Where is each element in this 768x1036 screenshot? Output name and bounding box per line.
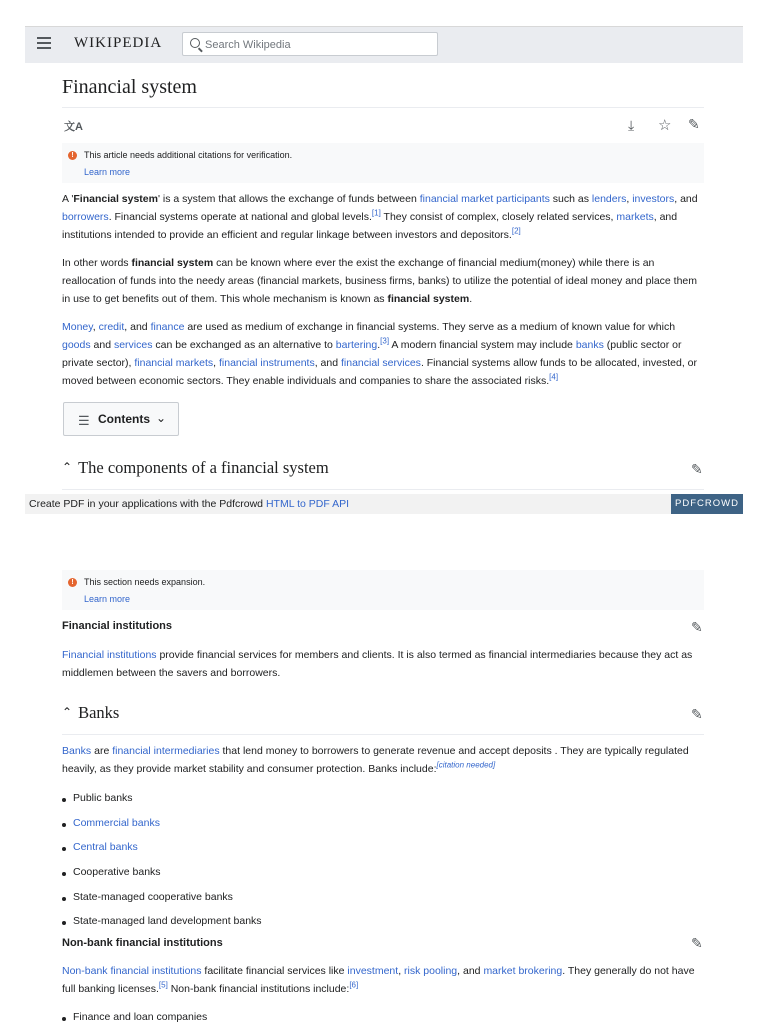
link-financial-instruments[interactable]: financial instruments [218, 357, 315, 369]
link-financial-markets[interactable]: financial markets [134, 357, 214, 369]
star-icon[interactable]: ☆ [658, 117, 672, 134]
banks-paragraph [62, 742, 704, 778]
wikipedia-logo[interactable]: WIKIPEDIA [74, 35, 163, 51]
download-icon[interactable]: ⤓ [628, 117, 635, 133]
link-banks[interactable]: Banks [62, 745, 92, 757]
bold-term: Financial system [73, 193, 158, 205]
link-investment[interactable]: investment [347, 965, 399, 977]
text: , [92, 321, 99, 333]
text: are [91, 745, 113, 757]
link-financial-market-participants[interactable]: financial market participants [419, 193, 550, 205]
text: . They generally do not have full banking licenses. [62, 965, 695, 995]
list-icon: ☰ [78, 413, 90, 428]
text: , and [124, 321, 151, 333]
list-item [62, 1011, 207, 1036]
pdf-api-link[interactable]: HTML to PDF API [265, 498, 349, 510]
notice-message: This article needs additional citations for verification. [84, 150, 293, 160]
link-financial-institutions[interactable]: Financial institutions [62, 649, 157, 661]
intro-paragraph [62, 190, 704, 244]
text: that lend money to borrowers to generate revenue and accept deposits . They are typically regulated heavily, as they provide market stability and consumer protection. Banks include: [62, 745, 689, 775]
link-markets[interactable]: markets [616, 211, 654, 223]
divider [62, 107, 704, 108]
expansion-notice [62, 570, 704, 610]
list-item-label: Public banks [73, 792, 133, 804]
page-title: Financial system [62, 76, 197, 98]
link-borrowers[interactable]: borrowers [62, 211, 109, 223]
pdf-footer-bar [25, 494, 743, 514]
citation-link[interactable]: [6] [349, 980, 359, 990]
text: , [398, 965, 405, 977]
text: . [377, 339, 381, 351]
citation-needed-link[interactable]: [citation needed] [436, 760, 496, 770]
text: and [90, 339, 114, 351]
citation-link[interactable]: [4] [549, 372, 559, 382]
link-services[interactable]: services [113, 339, 153, 351]
text: (public sector or private sector), [62, 339, 682, 369]
link-market-brokering[interactable]: market brokering [483, 965, 563, 977]
list-item-label: State-managed cooperative banks [73, 890, 233, 903]
text: In other words [62, 257, 132, 269]
chevron-up-icon[interactable]: ⌃ [62, 460, 73, 474]
top-bar [25, 26, 743, 63]
list-item-label: State-managed land development banks [73, 915, 262, 928]
text: such as [549, 193, 592, 205]
list-item [62, 792, 262, 817]
chevron-down-icon: ⌄ [156, 411, 167, 425]
edit-icon[interactable]: ✎ [691, 461, 703, 477]
learn-more-link[interactable]: Learn more [84, 594, 131, 604]
citation-link[interactable]: [5] [158, 980, 168, 990]
text: Non-bank financial institutions include: [167, 983, 350, 995]
pdfcrowd-badge[interactable]: PDFCROWD [671, 494, 743, 514]
link-banks[interactable]: banks [575, 339, 604, 351]
text: . Financial systems operate at national and global levels. [108, 211, 372, 223]
learn-more-link[interactable]: Learn more [84, 167, 131, 177]
search-icon [190, 38, 200, 48]
text: A modern financial system may include [389, 339, 576, 351]
text: can be exchanged as an alternative to [152, 339, 336, 351]
subheading-non-bank-financial-institutions: Non-bank financial institutions [62, 937, 223, 949]
citation-link[interactable]: [2] [511, 226, 521, 236]
link-non-bank-financial-institutions[interactable]: Non-bank financial institutions [62, 965, 202, 977]
contents-label: Contents [98, 412, 150, 426]
paragraph-2 [62, 254, 704, 308]
notice-message: This section needs expansion. [84, 577, 206, 587]
section-title: Banks [78, 703, 120, 722]
text: , and [457, 965, 484, 977]
edit-icon[interactable]: ✎ [691, 619, 703, 635]
text: , [626, 193, 633, 205]
warning-icon: ! [68, 578, 77, 587]
search-box[interactable] [182, 32, 438, 56]
subheading-financial-institutions: Financial institutions [62, 620, 173, 632]
edit-icon[interactable]: ✎ [691, 935, 703, 951]
link-financial-intermediaries[interactable]: financial intermediaries [112, 745, 220, 757]
link-commercial-banks[interactable]: Commercial banks [73, 816, 160, 829]
link-investors[interactable]: investors [632, 193, 675, 205]
list-item[interactable] [62, 841, 262, 866]
chevron-up-icon[interactable]: ⌃ [62, 705, 73, 719]
text: provide financial services for members and clients. It is also termed as financial intermediaries because they act as middlemen between the savers and borrowers. [62, 649, 693, 679]
link-credit[interactable]: credit [98, 321, 125, 333]
section-heading-banks[interactable] [62, 703, 119, 723]
text: , and institutions intended to provide an efficient and regular linkage between investors and depositors. [62, 211, 678, 241]
text: A ' [62, 193, 74, 205]
link-money[interactable]: Money [62, 321, 93, 333]
text: , and [314, 357, 341, 369]
paragraph-3 [62, 318, 704, 390]
text: , [213, 357, 219, 369]
list-item [62, 891, 262, 916]
text: . [469, 293, 473, 305]
bold-term: financial system [131, 257, 214, 269]
link-finance[interactable]: finance [150, 321, 185, 333]
list-item [62, 866, 262, 891]
citation-notice [62, 143, 704, 183]
divider [62, 734, 704, 735]
section-title: The components of a financial system [78, 458, 329, 477]
bold-term: financial system [387, 293, 470, 305]
nbfi-list [62, 1011, 207, 1036]
text: . Financial systems allow funds to be allocated, invested, or moved between economic sectors. They enable individuals and companies to share the associated risks. [62, 357, 697, 387]
edit-icon[interactable]: ✎ [688, 116, 700, 132]
pdf-footer-text [29, 498, 349, 510]
menu-icon[interactable] [37, 37, 51, 49]
citation-link[interactable]: [1] [371, 208, 381, 218]
link-goods[interactable]: goods [62, 339, 91, 351]
warning-icon: ! [68, 151, 77, 160]
fi-paragraph [62, 646, 704, 682]
link-financial-services[interactable]: financial services [340, 357, 421, 369]
section-heading-components[interactable] [62, 458, 329, 478]
text: can be known where ever the exist the exchange of financial medium(money) while there is an reallocation of funds into the needy areas (financial markets, business firms, banks) to utilize the potential of ideal money and place them in use to get benefits out of them. This whole mechanism is known as [62, 257, 698, 305]
search-input[interactable] [203, 36, 435, 54]
text: , and [674, 193, 698, 205]
text: Create PDF in your applications with the Pdfcrowd [29, 498, 266, 510]
text: are used as medium of exchange in financial systems. They serve as a medium of known value for which [184, 321, 676, 333]
translate-icon[interactable]: 文A [64, 121, 83, 133]
text: facilitate financial services like [201, 965, 348, 977]
banks-list [62, 792, 262, 940]
edit-icon[interactable]: ✎ [691, 706, 703, 722]
text: ' is a system that allows the exchange of funds between [157, 193, 420, 205]
text: They consist of complex, closely related services, [380, 211, 617, 223]
nbfi-paragraph [62, 962, 704, 998]
divider [62, 489, 704, 490]
link-risk-pooling[interactable]: risk pooling [404, 965, 458, 977]
list-item[interactable] [62, 817, 262, 842]
list-item-label: Cooperative banks [73, 866, 161, 879]
list-item-label: Finance and loan companies [73, 1011, 208, 1023]
link-central-banks[interactable]: Central banks [73, 841, 138, 854]
contents-button[interactable] [63, 402, 179, 436]
link-lenders[interactable]: lenders [591, 193, 627, 205]
citation-link[interactable]: [3] [380, 336, 390, 346]
link-bartering[interactable]: bartering [335, 339, 378, 351]
